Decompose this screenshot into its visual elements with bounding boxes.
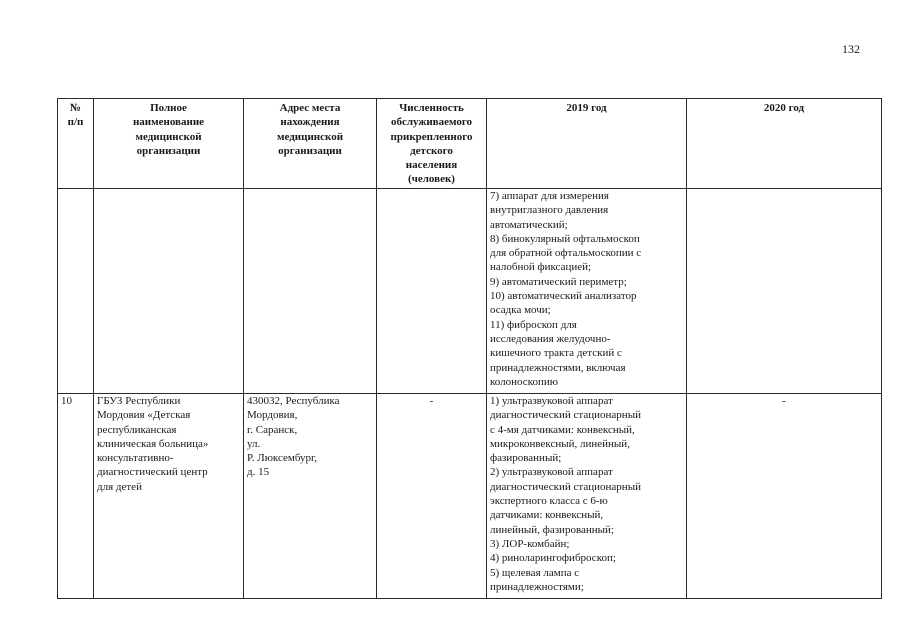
header-num: № п/п bbox=[58, 99, 94, 189]
header-name: Полное наименование медицинской организации bbox=[94, 99, 244, 189]
cell-2019-equipment: 7) аппарат для измерения внутриглазного давления автоматический; 8) бинокулярный офтальмоскоп для обратной офтальмоскопии с налобной фиксацией; 9) автоматический периметр; 10) автоматический анализатор осадка мочи; 11) фиброскоп для исследования желудочно- кишечного тракта детский с принадлежностями, включая колоноскопию bbox=[487, 189, 687, 394]
cell-organization-address: 430032, Республика Мордовия, г. Саранск, ул. Р. Люксембург, д. 15 bbox=[244, 394, 377, 599]
cell-2020: - bbox=[687, 394, 882, 599]
cell-population bbox=[377, 189, 487, 394]
table-row-continuation bbox=[58, 189, 882, 394]
page-number: 132 bbox=[842, 42, 860, 56]
cell-organization-name: ГБУЗ Республики Мордовия «Детская республиканская клиническая больница» консультативно- диагностический центр для детей bbox=[94, 394, 244, 599]
cell-population: - bbox=[377, 394, 487, 599]
cell-num bbox=[58, 189, 94, 394]
cell-num: 10 bbox=[58, 394, 94, 599]
cell-2020 bbox=[687, 189, 882, 394]
equipment-table bbox=[57, 98, 882, 599]
header-address: Адрес места нахождения медицинской организации bbox=[244, 99, 377, 189]
cell-name bbox=[94, 189, 244, 394]
table-header-row bbox=[58, 99, 882, 189]
header-2020: 2020 год bbox=[687, 99, 882, 189]
cell-address bbox=[244, 189, 377, 394]
header-population: Численность обслуживаемого прикрепленного детского населения (человек) bbox=[377, 99, 487, 189]
cell-2019-equipment: 1) ультразвуковой аппарат диагностический стационарный с 4-мя датчиками: конвексный, микроконвексный, линейный, фазированный; 2) ультразвуковой аппарат диагностический стационарный экспертного класса с 6-ю датчиками: конвексный, линейный, фазированный; 3) ЛОР-комбайн; 4) риноларингофиброскоп; 5) щелевая лампа с принадлежностями; bbox=[487, 394, 687, 599]
table-row-10 bbox=[58, 394, 882, 599]
header-2019: 2019 год bbox=[487, 99, 687, 189]
